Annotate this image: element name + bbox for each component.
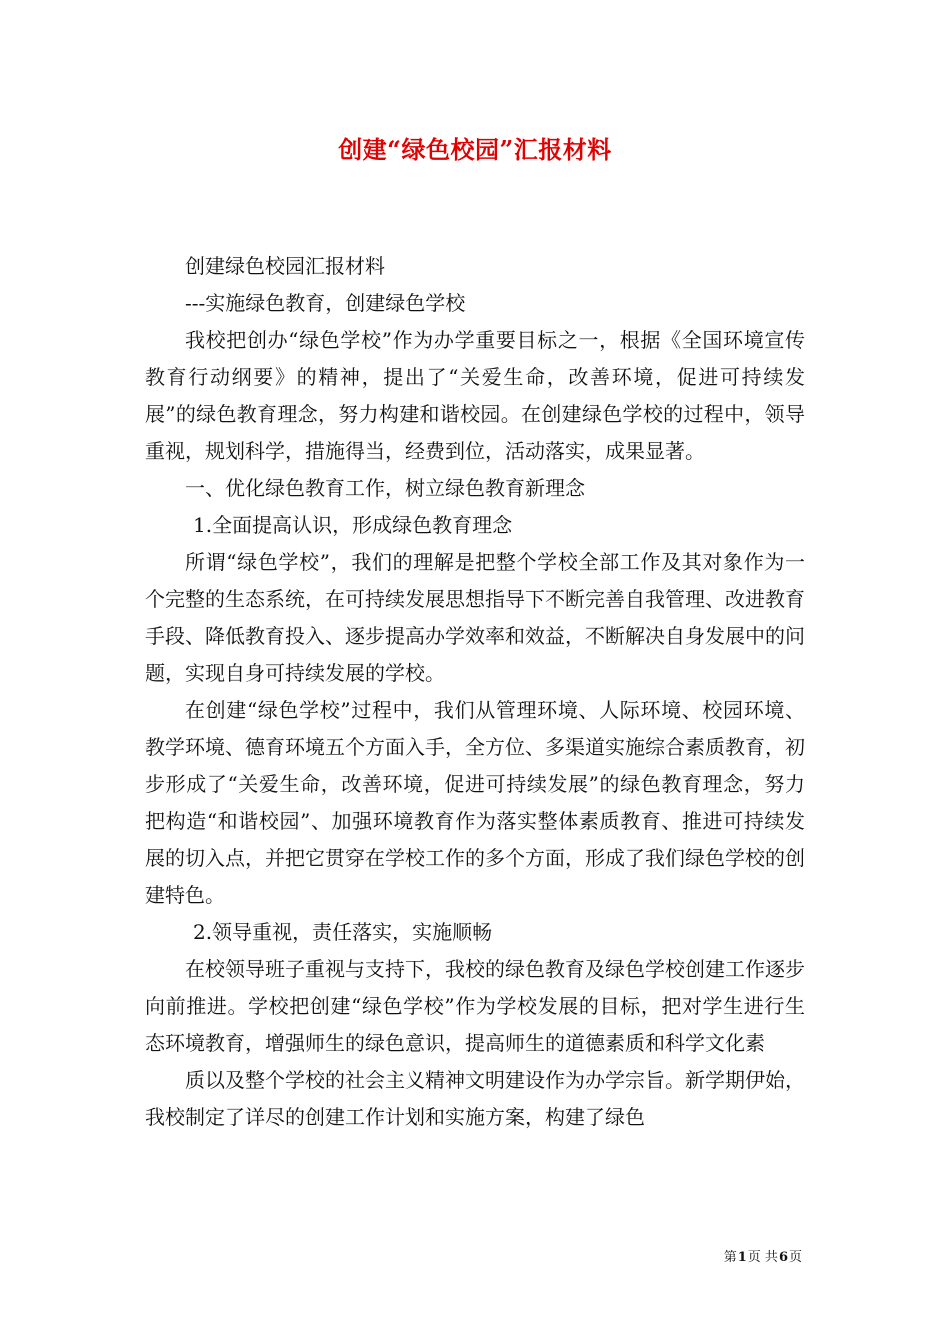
footer-suffix: 页: [788, 1250, 802, 1265]
body-paragraph: 我校把创办“绿色学校”作为办学重要目标之一，根据《全国环境宣传教育行动纲要》的精神，提出了“关爱生命，改善环境，促进可持续发展”的绿色教育理念，努力构建和谐校园。在创建绿色学校的过程中，领导重视，规划科学，措施得当，经费到位，活动落实，成果显著。: [145, 328, 805, 463]
body-paragraph: 在校领导班子重视与支持下，我校的绿色教育及绿色学校创建工作逐步向前推进。学校把创建“绿色学校”作为学校发展的目标，把对学生进行生态环境教育，增强师生的绿色意识，提高师生的道德素质和科学文化素: [145, 957, 805, 1055]
body-paragraph: 2.领导重视，责任落实，实施顺畅: [193, 920, 493, 944]
body-paragraph: 所谓“绿色学校”，我们的理解是把整个学校全部工作及其对象作为一个完整的生态系统，在可持续发展思想指导下不断完善自我管理、改进教育手段、降低教育投入、逐步提高办学效率和效益，不断解决自身发展中的问题，实现自身可持续发展的学校。: [145, 550, 805, 685]
body-paragraph: 质以及整个学校的社会主义精神文明建设作为办学宗旨。新学期伊始，我校制定了详尽的创建工作计划和实施方案，构建了绿色: [145, 1068, 805, 1129]
body-paragraph: ---实施绿色教育，创建绿色学校: [185, 291, 466, 315]
document-title: 创建“绿色校园”汇报材料: [338, 135, 612, 164]
body-paragraph: 在创建“绿色学校”过程中，我们从管理环境、人际环境、校园环境、教学环境、德育环境五个方面入手，全方位、多渠道实施综合素质教育，初步形成了“关爱生命，改善环境，促进可持续发展”的绿色教育理念，努力把构造“和谐校园”、加强环境教育作为落实整体素质教育、推进可持续发展的切入点，并把它贯穿在学校工作的多个方面，形成了我们绿色学校的创建特色。: [145, 698, 805, 907]
footer-prefix: 第: [723, 1250, 737, 1265]
body-paragraph: 创建绿色校园汇报材料: [185, 254, 385, 278]
current-page-number: 1: [737, 1250, 747, 1265]
body-paragraph: 1.全面提高认识，形成绿色教育理念: [193, 513, 513, 537]
document-body: [145, 248, 805, 1136]
page-footer: [724, 1246, 802, 1265]
footer-middle: 页 共: [747, 1250, 778, 1265]
body-paragraph: 一、优化绿色教育工作，树立绿色教育新理念: [185, 476, 585, 500]
total-page-number: 6: [778, 1250, 788, 1265]
